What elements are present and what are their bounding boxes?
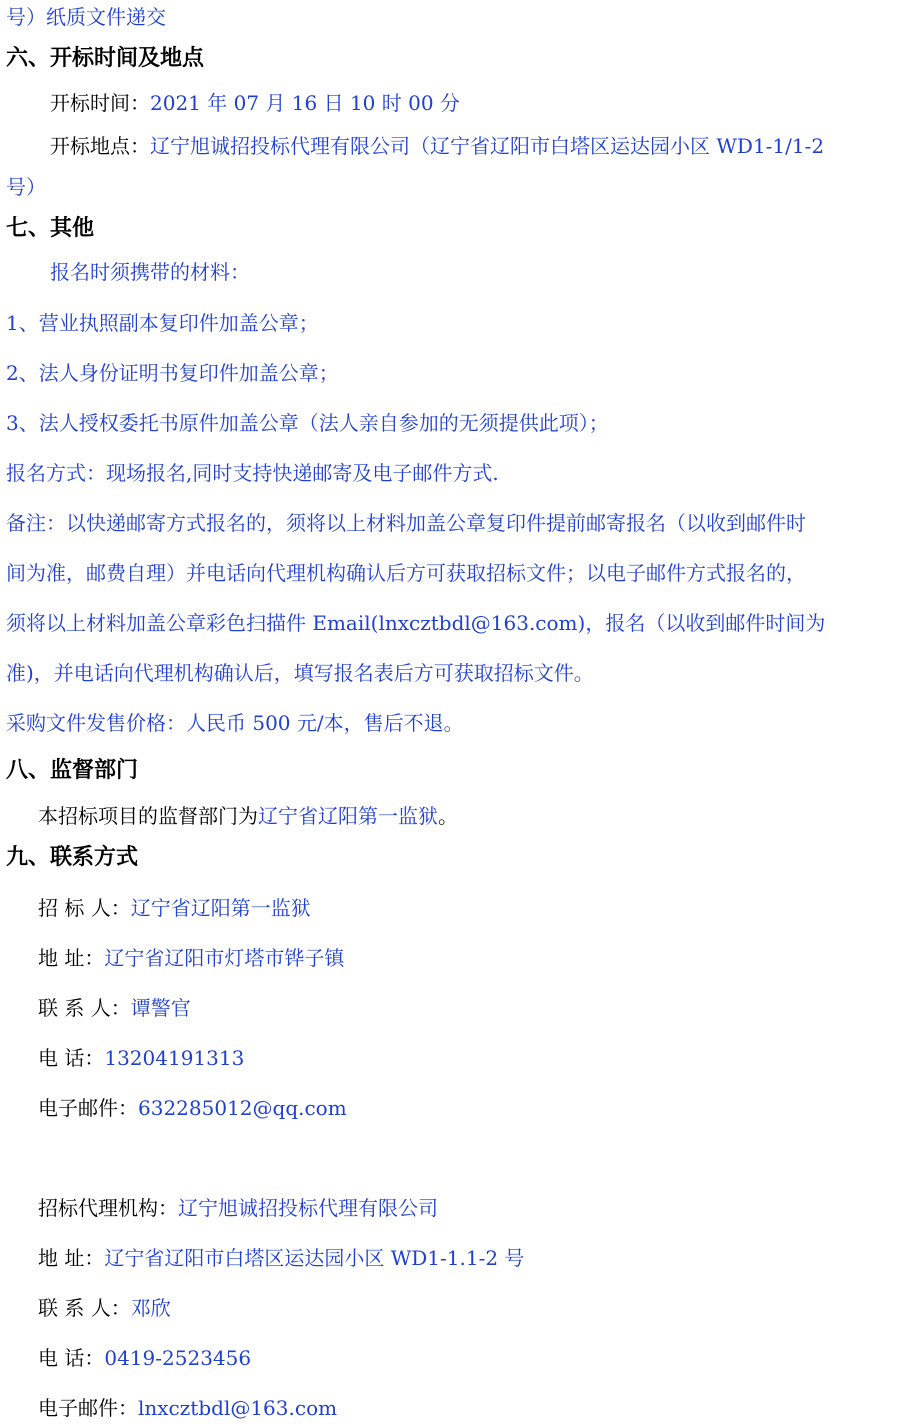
supervision-department: 辽宁省辽阳第一监狱	[258, 804, 438, 828]
bid-opening-place	[50, 133, 824, 159]
tenderer-contact-row	[38, 995, 191, 1021]
supervision-prefix: 本招标项目的监督部门为	[38, 804, 258, 828]
tenderer-email-row	[38, 1095, 347, 1121]
bid-opening-place-cont: 号）	[6, 175, 46, 199]
tenderer-name-value: 辽宁省辽阳第一监狱	[130, 896, 311, 920]
agency-address-value: 辽宁省辽阳市白塔区运达园小区 WD1-1.1-2 号	[104, 1246, 525, 1270]
bid-opening-place-value: 辽宁旭诚招投标代理有限公司（辽宁省辽阳市白塔区运达园小区 WD1-1/1-2	[150, 134, 825, 158]
agency-email-row	[38, 1395, 337, 1421]
agency-name-label: 招标代理机构：	[38, 1196, 178, 1220]
tenderer-contact-label: 联 系 人：	[38, 996, 131, 1020]
material-item: 3、法人授权委托书原件加盖公章（法人亲自参加的无须提供此项）；	[6, 411, 609, 435]
section-6-heading: 六、开标时间及地点	[6, 46, 205, 71]
tenderer-email-label: 电子邮件：	[38, 1096, 138, 1120]
bid-opening-time-value: 2021 年 07 月 16 日 10 时 00 分	[150, 91, 460, 115]
agency-name-value: 辽宁旭诚招投标代理有限公司	[178, 1196, 438, 1220]
note-line: 间为准，邮费自理）并电话向代理机构确认后方可获取招标文件；以电子邮件方式报名的，	[6, 561, 806, 585]
document-price: 采购文件发售价格：人民币 500 元/本，售后不退。	[6, 711, 464, 735]
tenderer-email-value: 632285012@qq.com	[138, 1096, 347, 1120]
tenderer-phone-label: 电 话：	[38, 1046, 105, 1070]
tenderer-phone-value: 13204191313	[104, 1046, 245, 1070]
material-item: 2、法人身份证明书复印件加盖公章；	[6, 361, 339, 385]
supervision-suffix: 。	[438, 804, 458, 828]
bid-opening-time	[50, 90, 460, 116]
agency-contact-row	[38, 1295, 171, 1321]
tenderer-phone-row	[38, 1045, 244, 1071]
materials-label: 报名时须携带的材料：	[50, 260, 250, 284]
supervision-text	[38, 803, 458, 829]
agency-contact-label: 联 系 人：	[38, 1296, 131, 1320]
tenderer-name-label: 招 标 人：	[38, 896, 131, 920]
agency-email-value: lnxcztbdl@163.com	[138, 1396, 338, 1420]
registration-method: 报名方式：现场报名,同时支持快递邮寄及电子邮件方式.	[6, 461, 499, 485]
section-7-heading: 七、其他	[6, 216, 95, 241]
tenderer-address-label: 地 址：	[38, 946, 105, 970]
note-line: 准)，并电话向代理机构确认后，填写报名表后方可获取招标文件。	[6, 661, 594, 685]
agency-contact-value: 邓欣	[130, 1296, 171, 1320]
tenderer-address-value: 辽宁省辽阳市灯塔市铧子镇	[104, 946, 345, 970]
material-item: 1、营业执照副本复印件加盖公章；	[6, 311, 319, 335]
agency-phone-row	[38, 1345, 251, 1371]
bid-opening-place-label: 开标地点：	[50, 134, 150, 158]
tenderer-contact-value: 谭警官	[130, 996, 191, 1020]
section-8-heading: 八、监督部门	[6, 758, 139, 783]
note-line: 备注：以快递邮寄方式报名的，须将以上材料加盖公章复印件提前邮寄报名（以收到邮件时	[6, 511, 806, 535]
bid-opening-time-label: 开标时间：	[50, 91, 150, 115]
agency-phone-value: 0419-2523456	[104, 1346, 252, 1370]
agency-email-label: 电子邮件：	[38, 1396, 138, 1420]
agency-name-row	[38, 1195, 438, 1221]
agency-address-row	[38, 1245, 524, 1271]
tenderer-name-row	[38, 895, 311, 921]
agency-address-label: 地 址：	[38, 1246, 105, 1270]
continued-line: 号）纸质文件递交	[6, 5, 166, 29]
note-line: 须将以上材料加盖公章彩色扫描件 Email(lnxcztbdl@163.com)，报名（以收到邮件时间为	[6, 611, 826, 635]
agency-phone-label: 电 话：	[38, 1346, 105, 1370]
tenderer-address-row	[38, 945, 344, 971]
section-9-heading: 九、联系方式	[6, 845, 139, 870]
